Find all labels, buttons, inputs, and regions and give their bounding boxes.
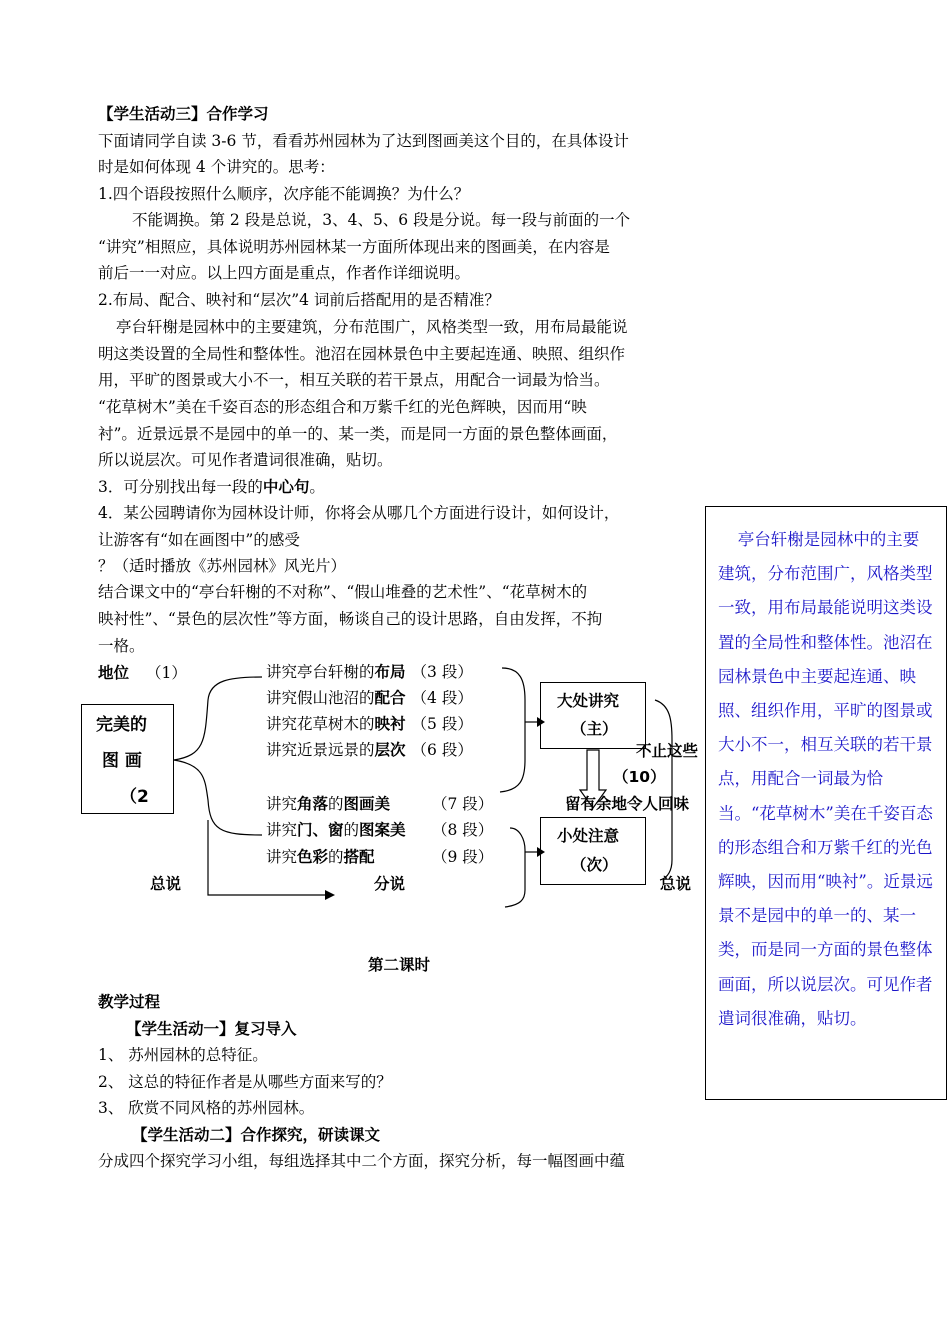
big-box <box>540 682 646 749</box>
right-note-1: 不止这些 <box>636 742 699 760</box>
question-3-keyword: 中心句 <box>262 478 310 496</box>
answer-1-line-1: 不能调换。第 2 段是总说，3、4、5、6 段是分说。每一段与前面的一个 <box>132 211 631 229</box>
diagram-item-4 <box>266 740 473 760</box>
activity1-heading: 【学生活动一】复习导入 <box>126 1020 297 1038</box>
question-4-line-1: 4．某公园聘请你为园林设计师，你将会从哪几个方面进行设计，如何设计， <box>98 504 620 522</box>
item-4-pre: 讲究近景远景的 <box>266 741 375 759</box>
item-7-key2: 搭配 <box>343 848 375 866</box>
big-box-line-2: （主） <box>571 720 618 738</box>
side-note-text: 亭台轩榭是园林中的主要建筑，分布范围广，风格类型一致，用布局最能说明这类设置的全局性和整体性。池沼在园林景色中主要起连通、映照、组织作用，平旷的图景或大小不一，相互关联的若干景点，用配合一词最为恰当。“花草树木”美在千姿百态的形态组合和万紫千红的光色辉映，因而用“映衬”。近景远景不是园中的单一的、某一类，而是同一方面的景色整体画面，所以说层次。可见作者遣词很准确，贴切。 <box>718 530 933 1028</box>
question-1: 1.四个语段按照什么顺序，次序能不能调换？为什么？ <box>98 185 470 203</box>
list-item-3: 3、 欣赏不同风格的苏州园林。 <box>98 1099 315 1117</box>
item-5-mid: 的 <box>328 795 344 813</box>
item-7-mid: 的 <box>328 848 344 866</box>
brace-bottom-curve <box>174 760 262 835</box>
intro-line-1: 下面请同学自读 3-6 节，看看苏州园林为了达到图画美这个目的，在具体设计 <box>98 132 629 150</box>
answer-2-line-3: 用，平旷的图景或大小不一，相互关联的若干景点，用配合一词最为恰当。 <box>98 371 610 389</box>
item-7-pre: 讲究 <box>266 848 298 866</box>
question-3-suffix: 。 <box>309 478 325 496</box>
answer-1-line-2: “讲究”相照应，具体说明苏州园林某一方面所体现出来的图画美，在内容是 <box>98 238 610 256</box>
perfect-picture-box <box>81 704 174 814</box>
diagram-item-7 <box>266 847 375 867</box>
item-3-num: （5 段） <box>411 715 473 733</box>
item-3-pre: 讲究花草树木的 <box>266 715 375 733</box>
brace-top-curve <box>174 677 262 760</box>
item-5-pre: 讲究 <box>266 795 298 813</box>
diagram-item-5 <box>266 794 390 814</box>
answer-2-line-1: 亭台轩榭是园林中的主要建筑，分布范围广，风格类型一致，用布局最能说 <box>116 318 628 336</box>
diagram-item-3 <box>266 714 473 734</box>
item-2-num: （4 段） <box>411 689 473 707</box>
activity2-heading: 【学生活动二】合作探究，研读课文 <box>132 1126 381 1144</box>
outer-bracket <box>655 700 672 880</box>
answer-1-line-3: 前后一一对应。以上四方面是重点，作者作详细说明。 <box>98 264 471 282</box>
small-box <box>540 817 646 885</box>
side-note-box <box>705 506 947 1100</box>
item-5-key2: 图画美 <box>343 795 391 813</box>
answer-2-line-5: 衬”。近景远景不是园中的单一的、某一类，而是同一方面的景色整体画面， <box>98 425 618 443</box>
item-6-pre: 讲究 <box>266 821 298 839</box>
lesson2-title: 第二课时 <box>368 956 431 974</box>
diwei-label: 地位 <box>98 664 130 682</box>
last-paragraph-line: 分成四个探究学习小组，每组选择其中二个方面，探究分析，每一幅图画中蕴 <box>98 1152 626 1170</box>
small-box-line-1: 小处注意 <box>557 827 620 845</box>
item-6-key: 门、窗 <box>297 821 344 839</box>
item-1-pre: 讲究亭台轩榭的 <box>266 663 375 681</box>
perfect-picture-line-2: 图 画 <box>102 751 142 771</box>
answer-2-line-4: “花草树木”美在千姿百态的形态组合和万紫千红的光色辉映，因而用“映 <box>98 398 587 416</box>
list-item-1: 1、 苏州园林的总特征。 <box>98 1046 268 1064</box>
item-6-num: （8 段） <box>432 821 494 839</box>
question-3-prefix: 3．可分别找出每一段的 <box>98 478 263 496</box>
answer-2-line-6: 所以说层次。可见作者遣词很准确，贴切。 <box>98 451 393 469</box>
question-4-line-2: 让游客有“如在画图中”的感受 <box>98 531 300 549</box>
item-1-key: 布局 <box>374 663 406 681</box>
list-item-2: 2、 这总的特征作者是从哪些方面来写的？ <box>98 1073 392 1091</box>
diwei-number: （1） <box>146 664 187 682</box>
item-7-num: （9 段） <box>432 848 494 866</box>
item-2-key: 配合 <box>374 689 406 707</box>
item-7-key: 色彩 <box>297 848 329 866</box>
small-box-line-2: （次） <box>571 856 618 874</box>
item-5-num: （7 段） <box>432 795 494 813</box>
item-4-num: （6 段） <box>411 741 473 759</box>
diagram-item-2 <box>266 688 473 708</box>
label-zongshuo-right: 总说 <box>660 875 692 893</box>
label-zongshuo-left: 总说 <box>150 875 182 893</box>
big-box-line-1: 大处讲究 <box>557 692 620 710</box>
item-3-key: 映衬 <box>374 715 406 733</box>
question-4-line-4: 结合课文中的“亭台轩榭的不对称”、“假山堆叠的艺术性”、“花草树木的 <box>98 583 588 601</box>
item-6-mid: 的 <box>343 821 360 839</box>
label-fenshuo: 分说 <box>374 875 406 893</box>
diagram-item-6 <box>266 820 406 840</box>
right-note-number: （10） <box>613 768 666 786</box>
right-brace-bottom <box>505 828 525 907</box>
question-2: 2.布局、配合、映衬和“层次”4 词前后搭配用的是否精准？ <box>98 291 500 309</box>
perfect-picture-line-3: （2 <box>120 787 149 807</box>
intro-line-2: 时是如何体现 4 个讲究的。思考： <box>98 158 335 176</box>
perfect-picture-line-1: 完美的 <box>96 715 147 735</box>
item-6-key2: 图案美 <box>359 821 406 839</box>
answer-2-line-2: 明这类设置的全局性和整体性。池沼在园林景色中主要起连通、映照、组织作 <box>98 345 626 363</box>
item-1-num: （3 段） <box>411 663 473 681</box>
teaching-process-heading: 教学过程 <box>98 993 161 1011</box>
arrowhead-fenshuo <box>325 890 335 900</box>
diagram-item-1 <box>266 662 473 682</box>
activity3-heading: 【学生活动三】合作学习 <box>98 105 269 123</box>
question-4-line-6: 一格。 <box>98 637 145 655</box>
item-2-pre: 讲究假山池沼的 <box>266 689 375 707</box>
right-note-2: 留有余地令人回味 <box>565 795 690 813</box>
question-4-line-5: 映衬性”、“景色的层次性”等方面，畅谈自己的设计思路，自由发挥，不拘 <box>98 610 603 628</box>
question-4-line-3: ？（适时播放《苏州园林》风光片） <box>98 557 347 575</box>
right-brace-top <box>500 668 525 792</box>
item-5-key: 角落 <box>297 795 329 813</box>
item-4-key: 层次 <box>374 741 406 759</box>
